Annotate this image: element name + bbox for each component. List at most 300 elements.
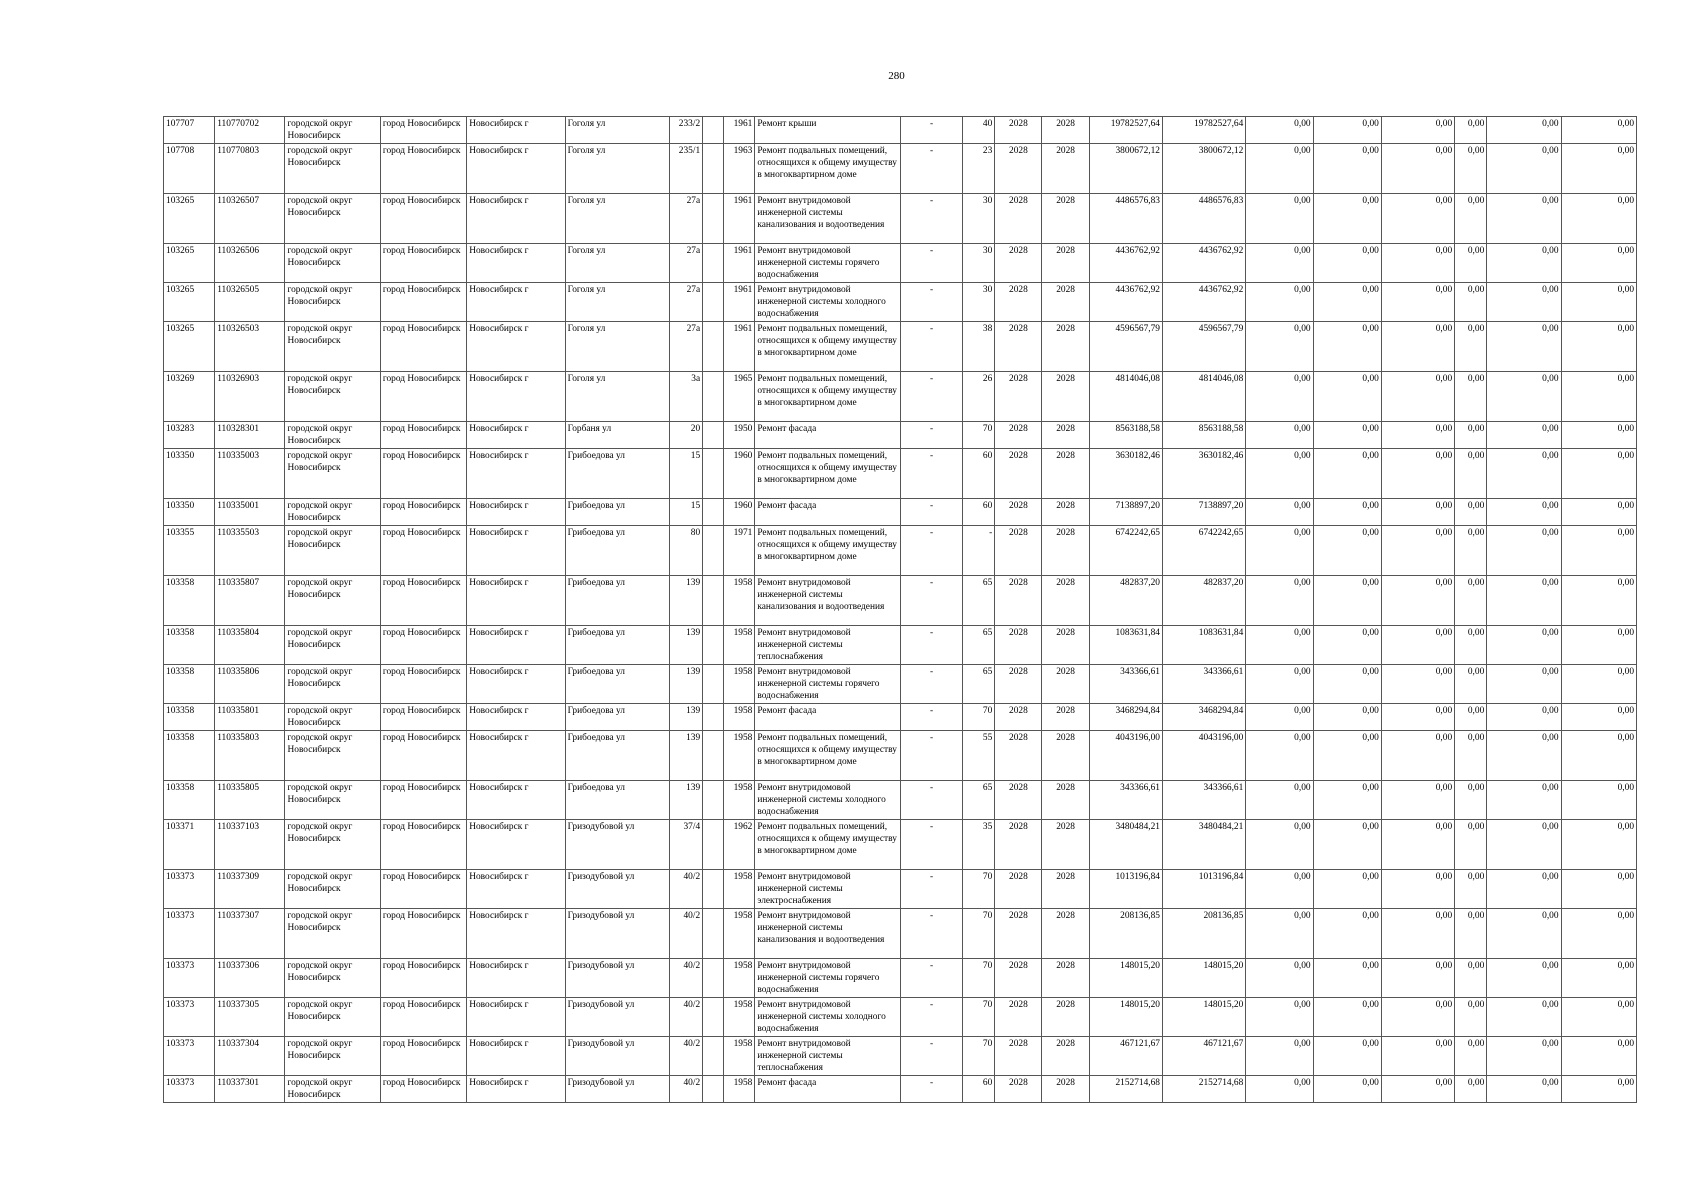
cell-unit: -	[900, 870, 962, 909]
cell-owner-funds: 0,00	[1455, 449, 1487, 499]
cell-city: Новосибирск г	[467, 704, 565, 731]
cell-unit: -	[900, 1037, 962, 1076]
cell-work-type: Ремонт внутридомовой инженерной системы канализования и водоотведения	[755, 194, 901, 244]
cell-municipality: городской округ Новосибирск	[285, 820, 380, 870]
cell-work-id: 110337309	[215, 870, 285, 909]
cell-year-start: 2028	[995, 322, 1042, 372]
cell-cost-fund: 2152714,68	[1162, 1076, 1245, 1103]
cell-cost-total: 148015,20	[1089, 959, 1162, 998]
cell-owner-funds: 0,00	[1455, 372, 1487, 422]
cell-wear: 30	[963, 194, 995, 244]
cell-reserve: 0,00	[1561, 244, 1636, 283]
cell-work-type: Ремонт подвальных помещений, относящихся к общему имуществу в многоквартирном доме	[755, 449, 901, 499]
cell-year-start: 2028	[995, 372, 1042, 422]
cell-budget-local: 0,00	[1381, 704, 1454, 731]
cell-house-id: 103358	[164, 626, 215, 665]
cell-budget-regional: 0,00	[1313, 704, 1381, 731]
cell-street: Грибоедова ул	[565, 576, 669, 626]
cell-reserve: 0,00	[1561, 870, 1636, 909]
cell-year: 1958	[724, 626, 755, 665]
cell-city: Новосибирск г	[467, 781, 565, 820]
table-row	[164, 998, 1637, 1037]
cell-cost-fund: 3800672,12	[1162, 144, 1245, 194]
cell-year-end: 2028	[1042, 244, 1089, 283]
cell-budget-regional: 0,00	[1313, 820, 1381, 870]
cell-budget-federal: 0,00	[1246, 194, 1313, 244]
cell-house-id: 107708	[164, 144, 215, 194]
cell-house-id: 103358	[164, 704, 215, 731]
cell-reserve: 0,00	[1561, 1076, 1636, 1103]
cell-budget-federal: 0,00	[1246, 959, 1313, 998]
cell-budget-regional: 0,00	[1313, 449, 1381, 499]
cell-year-end: 2028	[1042, 144, 1089, 194]
cell-building	[703, 1076, 724, 1103]
cell-house-number: 40/2	[670, 998, 703, 1037]
cell-reserve: 0,00	[1561, 526, 1636, 576]
cell-year-start: 2028	[995, 731, 1042, 781]
cell-city: Новосибирск г	[467, 499, 565, 526]
cell-house-number: 27а	[670, 244, 703, 283]
cell-cost-fund: 4436762,92	[1162, 283, 1245, 322]
cell-owner-funds: 0,00	[1455, 526, 1487, 576]
cell-cost-fund: 4486576,83	[1162, 194, 1245, 244]
cell-budget-local: 0,00	[1381, 870, 1454, 909]
cell-budget-federal: 0,00	[1246, 626, 1313, 665]
cell-house-id: 103373	[164, 998, 215, 1037]
cell-municipality: городской округ Новосибирск	[285, 322, 380, 372]
cell-house-number: 139	[670, 576, 703, 626]
table-row	[164, 372, 1637, 422]
cell-year: 1961	[724, 117, 755, 144]
cell-building	[703, 731, 724, 781]
cell-cost-fund: 3468294,84	[1162, 704, 1245, 731]
cell-unit: -	[900, 1076, 962, 1103]
cell-budget-regional: 0,00	[1313, 731, 1381, 781]
cell-year-start: 2028	[995, 998, 1042, 1037]
cell-cost-total: 1013196,84	[1089, 870, 1162, 909]
cell-budget-regional: 0,00	[1313, 422, 1381, 449]
table-row	[164, 781, 1637, 820]
cell-work-type: Ремонт подвальных помещений, относящихся к общему имуществу в многоквартирном доме	[755, 526, 901, 576]
cell-cost-total: 4043196,00	[1089, 731, 1162, 781]
cell-municipality: городской округ Новосибирск	[285, 449, 380, 499]
cell-other-funds: 0,00	[1487, 499, 1561, 526]
cell-other-funds: 0,00	[1487, 422, 1561, 449]
cell-municipality: городской округ Новосибирск	[285, 499, 380, 526]
cell-cost-fund: 4814046,08	[1162, 372, 1245, 422]
cell-settlement: город Новосибирск	[380, 1037, 466, 1076]
cell-other-funds: 0,00	[1487, 731, 1561, 781]
cell-municipality: городской округ Новосибирск	[285, 1076, 380, 1103]
cell-budget-regional: 0,00	[1313, 870, 1381, 909]
cell-settlement: город Новосибирск	[380, 820, 466, 870]
cell-budget-local: 0,00	[1381, 781, 1454, 820]
cell-city: Новосибирск г	[467, 526, 565, 576]
cell-budget-federal: 0,00	[1246, 372, 1313, 422]
cell-budget-local: 0,00	[1381, 322, 1454, 372]
cell-street: Гризодубовой ул	[565, 1037, 669, 1076]
cell-work-id: 110337103	[215, 820, 285, 870]
capital-repair-table	[163, 116, 1637, 1103]
cell-building	[703, 998, 724, 1037]
cell-street: Гризодубовой ул	[565, 870, 669, 909]
cell-municipality: городской округ Новосибирск	[285, 731, 380, 781]
cell-cost-fund: 1083631,84	[1162, 626, 1245, 665]
cell-settlement: город Новосибирск	[380, 422, 466, 449]
cell-unit: -	[900, 704, 962, 731]
cell-owner-funds: 0,00	[1455, 665, 1487, 704]
cell-municipality: городской округ Новосибирск	[285, 117, 380, 144]
cell-budget-federal: 0,00	[1246, 499, 1313, 526]
cell-budget-regional: 0,00	[1313, 998, 1381, 1037]
cell-budget-federal: 0,00	[1246, 117, 1313, 144]
cell-building	[703, 372, 724, 422]
cell-cost-fund: 6742242,65	[1162, 526, 1245, 576]
cell-house-number: 27а	[670, 194, 703, 244]
cell-wear: 38	[963, 322, 995, 372]
cell-street: Грибоедова ул	[565, 449, 669, 499]
cell-work-type: Ремонт внутридомовой инженерной системы теплоснабжения	[755, 626, 901, 665]
cell-budget-local: 0,00	[1381, 283, 1454, 322]
cell-other-funds: 0,00	[1487, 194, 1561, 244]
cell-year-end: 2028	[1042, 998, 1089, 1037]
cell-year-end: 2028	[1042, 781, 1089, 820]
cell-year: 1958	[724, 781, 755, 820]
cell-cost-total: 148015,20	[1089, 998, 1162, 1037]
cell-cost-total: 7138897,20	[1089, 499, 1162, 526]
cell-reserve: 0,00	[1561, 1037, 1636, 1076]
cell-unit: -	[900, 781, 962, 820]
cell-street: Гоголя ул	[565, 117, 669, 144]
cell-other-funds: 0,00	[1487, 449, 1561, 499]
cell-municipality: городской округ Новосибирск	[285, 959, 380, 998]
cell-budget-local: 0,00	[1381, 998, 1454, 1037]
cell-cost-total: 2152714,68	[1089, 1076, 1162, 1103]
cell-street: Гоголя ул	[565, 283, 669, 322]
cell-budget-local: 0,00	[1381, 820, 1454, 870]
cell-year-start: 2028	[995, 820, 1042, 870]
cell-cost-fund: 8563188,58	[1162, 422, 1245, 449]
cell-settlement: город Новосибирск	[380, 322, 466, 372]
cell-work-type: Ремонт внутридомовой инженерной системы холодного водоснабжения	[755, 781, 901, 820]
cell-unit: -	[900, 244, 962, 283]
cell-owner-funds: 0,00	[1455, 870, 1487, 909]
cell-settlement: город Новосибирск	[380, 499, 466, 526]
table-row	[164, 731, 1637, 781]
cell-reserve: 0,00	[1561, 959, 1636, 998]
cell-cost-total: 208136,85	[1089, 909, 1162, 959]
cell-year: 1958	[724, 909, 755, 959]
cell-cost-total: 343366,61	[1089, 781, 1162, 820]
cell-city: Новосибирск г	[467, 665, 565, 704]
cell-cost-fund: 148015,20	[1162, 959, 1245, 998]
cell-work-id: 110335503	[215, 526, 285, 576]
cell-city: Новосибирск г	[467, 731, 565, 781]
cell-other-funds: 0,00	[1487, 576, 1561, 626]
cell-cost-fund: 3480484,21	[1162, 820, 1245, 870]
cell-owner-funds: 0,00	[1455, 704, 1487, 731]
cell-budget-regional: 0,00	[1313, 499, 1381, 526]
cell-year-start: 2028	[995, 909, 1042, 959]
cell-reserve: 0,00	[1561, 998, 1636, 1037]
cell-unit: -	[900, 626, 962, 665]
cell-house-id: 103358	[164, 781, 215, 820]
cell-year: 1961	[724, 194, 755, 244]
cell-settlement: город Новосибирск	[380, 194, 466, 244]
cell-settlement: город Новосибирск	[380, 117, 466, 144]
cell-year-end: 2028	[1042, 820, 1089, 870]
cell-budget-federal: 0,00	[1246, 449, 1313, 499]
cell-budget-federal: 0,00	[1246, 244, 1313, 283]
cell-other-funds: 0,00	[1487, 117, 1561, 144]
cell-city: Новосибирск г	[467, 820, 565, 870]
cell-unit: -	[900, 820, 962, 870]
cell-cost-total: 6742242,65	[1089, 526, 1162, 576]
cell-work-id: 110326506	[215, 244, 285, 283]
cell-year-start: 2028	[995, 1037, 1042, 1076]
cell-year-start: 2028	[995, 576, 1042, 626]
cell-house-id: 103373	[164, 959, 215, 998]
cell-wear: 70	[963, 870, 995, 909]
cell-year: 1958	[724, 704, 755, 731]
cell-settlement: город Новосибирск	[380, 909, 466, 959]
cell-city: Новосибирск г	[467, 870, 565, 909]
cell-work-type: Ремонт внутридомовой инженерной системы канализования и водоотведения	[755, 576, 901, 626]
cell-budget-federal: 0,00	[1246, 144, 1313, 194]
cell-other-funds: 0,00	[1487, 526, 1561, 576]
cell-year: 1962	[724, 820, 755, 870]
cell-city: Новосибирск г	[467, 998, 565, 1037]
cell-work-type: Ремонт фасада	[755, 422, 901, 449]
cell-budget-regional: 0,00	[1313, 626, 1381, 665]
cell-year: 1958	[724, 665, 755, 704]
cell-budget-regional: 0,00	[1313, 1037, 1381, 1076]
cell-municipality: городской округ Новосибирск	[285, 781, 380, 820]
cell-budget-federal: 0,00	[1246, 322, 1313, 372]
cell-budget-federal: 0,00	[1246, 283, 1313, 322]
cell-city: Новосибирск г	[467, 626, 565, 665]
cell-reserve: 0,00	[1561, 144, 1636, 194]
cell-building	[703, 117, 724, 144]
table-row	[164, 1076, 1637, 1103]
cell-municipality: городской округ Новосибирск	[285, 422, 380, 449]
cell-city: Новосибирск г	[467, 422, 565, 449]
cell-house-number: 37/4	[670, 820, 703, 870]
cell-year-start: 2028	[995, 704, 1042, 731]
cell-work-type: Ремонт фасада	[755, 704, 901, 731]
cell-budget-regional: 0,00	[1313, 959, 1381, 998]
cell-cost-fund: 148015,20	[1162, 998, 1245, 1037]
cell-building	[703, 820, 724, 870]
cell-reserve: 0,00	[1561, 372, 1636, 422]
cell-settlement: город Новосибирск	[380, 781, 466, 820]
cell-work-type: Ремонт подвальных помещений, относящихся к общему имуществу в многоквартирном доме	[755, 731, 901, 781]
cell-settlement: город Новосибирск	[380, 959, 466, 998]
cell-budget-federal: 0,00	[1246, 781, 1313, 820]
cell-year-end: 2028	[1042, 576, 1089, 626]
cell-year-end: 2028	[1042, 731, 1089, 781]
cell-reserve: 0,00	[1561, 704, 1636, 731]
cell-owner-funds: 0,00	[1455, 117, 1487, 144]
cell-unit: -	[900, 576, 962, 626]
cell-reserve: 0,00	[1561, 422, 1636, 449]
cell-city: Новосибирск г	[467, 144, 565, 194]
cell-budget-regional: 0,00	[1313, 244, 1381, 283]
cell-house-number: 20	[670, 422, 703, 449]
cell-unit: -	[900, 422, 962, 449]
cell-municipality: городской округ Новосибирск	[285, 1037, 380, 1076]
cell-settlement: город Новосибирск	[380, 870, 466, 909]
cell-house-id: 103358	[164, 731, 215, 781]
cell-wear: 70	[963, 704, 995, 731]
cell-house-id: 103350	[164, 499, 215, 526]
cell-budget-federal: 0,00	[1246, 665, 1313, 704]
cell-work-type: Ремонт фасада	[755, 499, 901, 526]
cell-municipality: городской округ Новосибирск	[285, 870, 380, 909]
cell-wear: 70	[963, 998, 995, 1037]
cell-reserve: 0,00	[1561, 731, 1636, 781]
cell-cost-fund: 1013196,84	[1162, 870, 1245, 909]
cell-budget-regional: 0,00	[1313, 1076, 1381, 1103]
cell-owner-funds: 0,00	[1455, 422, 1487, 449]
cell-street: Гоголя ул	[565, 322, 669, 372]
cell-building	[703, 870, 724, 909]
cell-work-id: 110335804	[215, 626, 285, 665]
cell-year-end: 2028	[1042, 322, 1089, 372]
cell-unit: -	[900, 526, 962, 576]
cell-budget-regional: 0,00	[1313, 322, 1381, 372]
cell-city: Новосибирск г	[467, 1076, 565, 1103]
cell-building	[703, 449, 724, 499]
cell-street: Гризодубовой ул	[565, 820, 669, 870]
cell-year: 1958	[724, 576, 755, 626]
cell-year: 1960	[724, 449, 755, 499]
cell-work-id: 110326903	[215, 372, 285, 422]
cell-street: Грибоедова ул	[565, 731, 669, 781]
cell-building	[703, 144, 724, 194]
cell-reserve: 0,00	[1561, 499, 1636, 526]
cell-budget-regional: 0,00	[1313, 283, 1381, 322]
cell-owner-funds: 0,00	[1455, 244, 1487, 283]
cell-street: Горбаня ул	[565, 422, 669, 449]
cell-work-type: Ремонт внутридомовой инженерной системы горячего водоснабжения	[755, 959, 901, 998]
cell-year-end: 2028	[1042, 499, 1089, 526]
cell-street: Гризодубовой ул	[565, 1076, 669, 1103]
cell-year-start: 2028	[995, 959, 1042, 998]
cell-cost-fund: 343366,61	[1162, 781, 1245, 820]
cell-work-id: 110337306	[215, 959, 285, 998]
cell-budget-local: 0,00	[1381, 909, 1454, 959]
cell-street: Гризодубовой ул	[565, 909, 669, 959]
cell-budget-local: 0,00	[1381, 1037, 1454, 1076]
cell-budget-regional: 0,00	[1313, 117, 1381, 144]
cell-work-id: 110335803	[215, 731, 285, 781]
cell-wear: 60	[963, 499, 995, 526]
cell-other-funds: 0,00	[1487, 372, 1561, 422]
cell-year: 1971	[724, 526, 755, 576]
cell-city: Новосибирск г	[467, 372, 565, 422]
cell-other-funds: 0,00	[1487, 909, 1561, 959]
cell-reserve: 0,00	[1561, 820, 1636, 870]
cell-year-end: 2028	[1042, 422, 1089, 449]
cell-unit: -	[900, 665, 962, 704]
table-row	[164, 422, 1637, 449]
cell-reserve: 0,00	[1561, 283, 1636, 322]
cell-budget-local: 0,00	[1381, 665, 1454, 704]
cell-year-end: 2028	[1042, 665, 1089, 704]
cell-cost-total: 3630182,46	[1089, 449, 1162, 499]
cell-owner-funds: 0,00	[1455, 998, 1487, 1037]
cell-work-id: 110337304	[215, 1037, 285, 1076]
cell-house-id: 103355	[164, 526, 215, 576]
cell-work-id: 110335001	[215, 499, 285, 526]
cell-cost-total: 4596567,79	[1089, 322, 1162, 372]
cell-cost-fund: 19782527,64	[1162, 117, 1245, 144]
cell-owner-funds: 0,00	[1455, 144, 1487, 194]
cell-house-number: 139	[670, 781, 703, 820]
cell-work-id: 110335003	[215, 449, 285, 499]
cell-budget-federal: 0,00	[1246, 422, 1313, 449]
cell-street: Гризодубовой ул	[565, 998, 669, 1037]
cell-building	[703, 526, 724, 576]
cell-street: Гоголя ул	[565, 144, 669, 194]
cell-wear: 60	[963, 1076, 995, 1103]
cell-house-number: 40/2	[670, 1037, 703, 1076]
cell-owner-funds: 0,00	[1455, 909, 1487, 959]
cell-work-type: Ремонт внутридомовой инженерной системы горячего водоснабжения	[755, 244, 901, 283]
cell-year-end: 2028	[1042, 959, 1089, 998]
cell-unit: -	[900, 194, 962, 244]
table-row	[164, 499, 1637, 526]
table-row	[164, 909, 1637, 959]
cell-owner-funds: 0,00	[1455, 194, 1487, 244]
table-row	[164, 144, 1637, 194]
cell-house-number: 27а	[670, 283, 703, 322]
cell-house-id: 103373	[164, 909, 215, 959]
cell-work-id: 110337301	[215, 1076, 285, 1103]
cell-budget-federal: 0,00	[1246, 998, 1313, 1037]
cell-settlement: город Новосибирск	[380, 244, 466, 283]
cell-year: 1961	[724, 322, 755, 372]
cell-city: Новосибирск г	[467, 909, 565, 959]
cell-municipality: городской округ Новосибирск	[285, 998, 380, 1037]
cell-building	[703, 704, 724, 731]
cell-wear: 26	[963, 372, 995, 422]
cell-city: Новосибирск г	[467, 244, 565, 283]
cell-reserve: 0,00	[1561, 322, 1636, 372]
cell-budget-regional: 0,00	[1313, 909, 1381, 959]
cell-building	[703, 959, 724, 998]
cell-year: 1958	[724, 1076, 755, 1103]
cell-city: Новосибирск г	[467, 283, 565, 322]
table-row	[164, 283, 1637, 322]
cell-year: 1958	[724, 998, 755, 1037]
cell-municipality: городской округ Новосибирск	[285, 144, 380, 194]
cell-year-start: 2028	[995, 422, 1042, 449]
cell-cost-total: 343366,61	[1089, 665, 1162, 704]
cell-wear: 60	[963, 449, 995, 499]
cell-other-funds: 0,00	[1487, 283, 1561, 322]
cell-cost-fund: 7138897,20	[1162, 499, 1245, 526]
cell-house-id: 103358	[164, 665, 215, 704]
cell-house-id: 103265	[164, 194, 215, 244]
cell-budget-federal: 0,00	[1246, 909, 1313, 959]
cell-settlement: город Новосибирск	[380, 665, 466, 704]
cell-work-type: Ремонт внутридомовой инженерной системы теплоснабжения	[755, 1037, 901, 1076]
cell-cost-fund: 208136,85	[1162, 909, 1245, 959]
cell-settlement: город Новосибирск	[380, 449, 466, 499]
table-row	[164, 665, 1637, 704]
